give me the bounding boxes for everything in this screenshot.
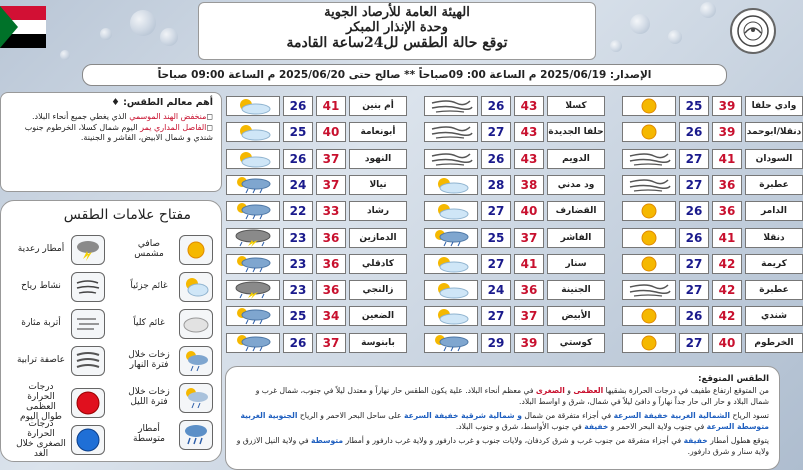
min-temp: 27 [481,201,511,221]
legend-item [15,272,105,302]
forecast-row [424,228,605,250]
decorative-bubble [668,30,682,44]
max-temp: 37 [316,333,346,353]
min-temp: 24 [481,280,511,300]
legend-item [123,420,213,450]
forecast-row [622,149,803,171]
forecast-row [424,201,605,223]
max-temp: 38 [514,175,544,195]
min-temp: 27 [679,280,709,300]
max-temp: 41 [712,149,742,169]
dayshower-weather-icon [226,306,280,326]
feature-item: ◻الفاصل المداري يمر اليوم شمال كسلا، الخرطوم جنوب شندي و شمال الابيض، الفاشر و الجنينة. [24,122,213,143]
thunderstorm-icon [71,235,105,265]
forecast-row [424,96,605,118]
min-temp: 26 [283,333,313,353]
decorative-bubble [60,50,70,60]
min-temp: 27 [679,333,709,353]
partly-weather-icon [424,175,478,195]
day-showers-icon [179,346,213,376]
max-temp: 41 [712,228,742,248]
forecast-row [424,149,605,171]
moderate-rain-icon [179,420,213,450]
city-name: السودان [745,149,803,169]
partly-weather-icon [424,254,478,274]
city-name: بابنوسة [349,333,407,353]
min-temp: 28 [481,175,511,195]
legend-label: أتربة مثارة [21,318,61,329]
sudan-flag-icon [0,4,46,50]
city-name: الدويم [547,149,605,169]
partly-weather-icon [424,306,478,326]
city-name: الخرطوم [745,333,803,353]
legend-item [123,235,213,265]
legend-item [123,383,213,413]
dayshower-weather-icon [226,201,280,221]
legend-label: زخات خلال فترة الليل [128,387,170,407]
city-name: الدامر [745,201,803,221]
legend-item [15,309,105,339]
forecast-row [622,228,803,250]
forecast-row [622,254,803,276]
max-temp: 42 [712,254,742,274]
min-temp: 22 [283,201,313,221]
legend-label: زخات خلال فترة النهار [128,350,170,370]
legend-label: عاصفة ترابية [16,355,65,366]
city-name: زالنجي [349,280,407,300]
legend-item [123,346,213,376]
min-temp: 27 [481,254,511,274]
legend-item [15,383,105,423]
legend-item [123,272,213,302]
min-temp: 27 [679,175,709,195]
city-name: وادي حلفا [745,96,803,116]
max-temp-icon [71,388,105,418]
expected-heading: الطقس المتوقع: [698,374,769,384]
max-temp: 40 [712,333,742,353]
min-temp: 26 [679,201,709,221]
min-temp: 23 [283,280,313,300]
decorative-bubble [160,28,178,46]
max-temp: 34 [316,306,346,326]
city-name: الأبيض [547,306,605,326]
max-temp: 36 [316,228,346,248]
decorative-bubble [700,2,716,18]
city-name: كادقلي [349,254,407,274]
min-temp: 26 [481,96,511,116]
max-temp: 36 [316,254,346,274]
legend-label: نشاط رياح [21,281,61,292]
forecast-row [622,201,803,223]
dayshower-weather-icon [226,333,280,353]
min-temp: 29 [481,333,511,353]
max-temp: 37 [514,228,544,248]
sun-weather-icon [622,201,676,221]
cloudy-icon [179,309,213,339]
max-temp: 40 [316,122,346,142]
forecast-row [622,333,803,355]
max-temp: 39 [514,333,544,353]
forecast-row [226,201,407,223]
forecast-row [622,306,803,328]
min-temp: 25 [679,96,709,116]
legend-item [15,346,105,376]
min-temp: 27 [481,122,511,142]
forecast-row [622,280,803,302]
city-name: دنقلا [745,228,803,248]
decorative-bubble [100,28,112,40]
forecast-row [226,175,407,197]
dayshower-weather-icon [424,228,478,248]
min-temp: 26 [679,306,709,326]
min-temp: 23 [283,254,313,274]
wind-weather-icon [424,122,478,142]
forecast-row [424,175,605,197]
forecast-row [226,96,407,118]
min-temp: 24 [283,175,313,195]
min-temp-icon [71,425,105,455]
wind-icon [71,272,105,302]
night-showers-icon [179,383,213,413]
dust-icon [71,309,105,339]
city-name: أبونعامة [349,122,407,142]
city-name: كوستي [547,333,605,353]
weather-features-panel [0,92,222,192]
min-temp: 25 [283,306,313,326]
sun-weather-icon [622,122,676,142]
max-temp: 43 [514,96,544,116]
sun-weather-icon [622,228,676,248]
issue-validity-line: الإصدار: 2025/06/19 م الساعة 00: 09صباحاً ** صالح حتى 2025/06/20 م الساعة 09:00 صباحاً [82,64,727,86]
legend-item [15,235,105,265]
city-name: عطبرة [745,280,803,300]
dayshower-weather-icon [226,254,280,274]
city-name: سنار [547,254,605,274]
expected-paragraph-winds: تسود الرياح الشمالية الغربية خفيفة السرعة في أجزاء متفرقة من شمال و شمالية شرقية خفيفة السرعة على ساحل البحر الاحمر و الرياح الجنوبية الغربية متوسطة السرعة في جنوب ولاية البحر الاحمر و خفيفة في جنوب الأواسط، شرق و جنوب البلاد. [240,411,769,432]
legend-label: صافي مشمس [134,239,164,259]
max-temp: 42 [712,306,742,326]
city-name: شندي [745,306,803,326]
expected-weather-panel [225,366,780,470]
min-temp: 26 [679,228,709,248]
max-temp: 41 [514,254,544,274]
max-temp: 42 [712,280,742,300]
sun-weather-icon [622,96,676,116]
max-temp: 36 [712,175,742,195]
max-temp: 36 [514,280,544,300]
partly-weather-icon [424,201,478,221]
max-temp: 37 [514,306,544,326]
forecast-row [424,254,605,276]
city-name: دنقلا/ابوحمد [745,122,803,142]
max-temp: 39 [712,122,742,142]
legend-item [123,309,213,339]
max-temp: 36 [712,201,742,221]
forecast-row [226,149,407,171]
min-temp: 23 [283,228,313,248]
decorative-bubble [610,40,622,52]
sun-weather-icon [622,333,676,353]
min-temp: 27 [481,306,511,326]
forecast-row [622,122,803,144]
legend-label: درجات الحرارة العظمى طوال اليوم [20,382,62,422]
partly-weather-icon [424,280,478,300]
max-temp: 39 [712,96,742,116]
city-name: الدمازين [349,228,407,248]
header-title-box [198,2,596,60]
min-temp: 26 [679,122,709,142]
min-temp: 25 [283,122,313,142]
partly-weather-icon [226,122,280,142]
max-temp: 43 [514,149,544,169]
city-name: الفاشر [547,228,605,248]
forecast-row [424,122,605,144]
wind-weather-icon [424,149,478,169]
legend-heading: مفتاح علامات الطقس [63,207,191,223]
min-temp: 27 [679,149,709,169]
city-name: حلفا الجديدة [547,122,605,142]
legend-item [15,420,105,460]
max-temp: 36 [316,280,346,300]
forecast-row [226,254,407,276]
legend-label: غائم كلياً [133,318,165,329]
wind-weather-icon [622,175,676,195]
partly-weather-icon [226,149,280,169]
max-temp: 33 [316,201,346,221]
max-temp: 41 [316,96,346,116]
city-name: نيالا [349,175,407,195]
dust-storm-icon [71,346,105,376]
dayshower-weather-icon [226,175,280,195]
max-temp: 37 [316,175,346,195]
unit-name: وحدة الإنذار المبكر [346,20,448,35]
forecast-row [622,96,803,118]
city-name: كريمة [745,254,803,274]
authority-name: الهيئة العامة للأرصاد الجوية [324,5,470,20]
max-temp: 37 [316,149,346,169]
min-temp: 26 [481,149,511,169]
legend-label: أمطار متوسطة [133,424,165,444]
city-name: الضعين [349,306,407,326]
thunder-weather-icon [226,280,280,300]
sun-weather-icon [622,306,676,326]
wind-weather-icon [622,280,676,300]
partly-weather-icon [226,96,280,116]
min-temp: 26 [283,149,313,169]
max-temp: 43 [514,122,544,142]
forecast-row [424,333,605,355]
legend-label: أمطار رعدية [17,244,65,255]
sun-weather-icon [622,254,676,274]
max-temp: 40 [514,201,544,221]
min-temp: 27 [679,254,709,274]
legend-label: درجات الحرارة الصغرى خلال الغد [16,419,66,459]
city-name: عطبرة [745,175,803,195]
city-name: النهود [349,149,407,169]
city-name: رشاد [349,201,407,221]
forecast-row [622,175,803,197]
city-name: كسلا [547,96,605,116]
forecast-title: توقع حالة الطقس لل24ساعة القادمة [286,35,508,51]
feature-item: ◻منخفض الهند الموسمي الذي يغطي جميع أنحاء البلاد. [32,111,213,121]
legend-label: غائم جزئياً [130,281,168,292]
city-name: أم بنين [349,96,407,116]
expected-paragraph-temperature: من المتوقع ارتفاع طفيف في درجات الحرارة بشقيها العظمى و الصغرى في معظم أنحاء البلاد. علية يكون الطقس حار نهاراً و معتدل ليلاً في جنوب، شمال غرب و شمال البلاد و حار الى حار جداً نهاراً و دافئ ليلاً في شمال، شرق و اواسط البلاد. [255,386,769,407]
dayshower-weather-icon [424,333,478,353]
meteorological-authority-logo [730,8,776,54]
city-name: الجنينة [547,280,605,300]
decorative-bubble [630,14,650,34]
forecast-row [424,280,605,302]
decorative-bubble [130,10,156,36]
forecast-row [424,306,605,328]
wind-weather-icon [622,149,676,169]
expected-paragraph-rain: يتوقع هطول أمطار خفيفة في أجزاء متفرقة من جنوب غرب و شرق كردفان، ولايات جنوب و غرب دارفور و ولاية غرب دارفور و أمطار متوسطة في ولاية النيل الازرق و ولاية سنار و شرق دارفور. [236,436,769,457]
forecast-row [226,280,407,302]
features-heading: أهم معالم الطقس: ♦ [111,97,213,108]
weather-legend [0,200,222,462]
city-name: ود مدني [547,175,605,195]
forecast-row [226,228,407,250]
forecast-row [226,306,407,328]
wind-weather-icon [424,96,478,116]
min-temp: 25 [481,228,511,248]
city-name: القضارف [547,201,605,221]
forecast-row [226,122,407,144]
forecast-row [226,333,407,355]
min-temp: 26 [283,96,313,116]
partly-cloudy-icon [179,272,213,302]
sun-icon [179,235,213,265]
thunder-weather-icon [226,228,280,248]
